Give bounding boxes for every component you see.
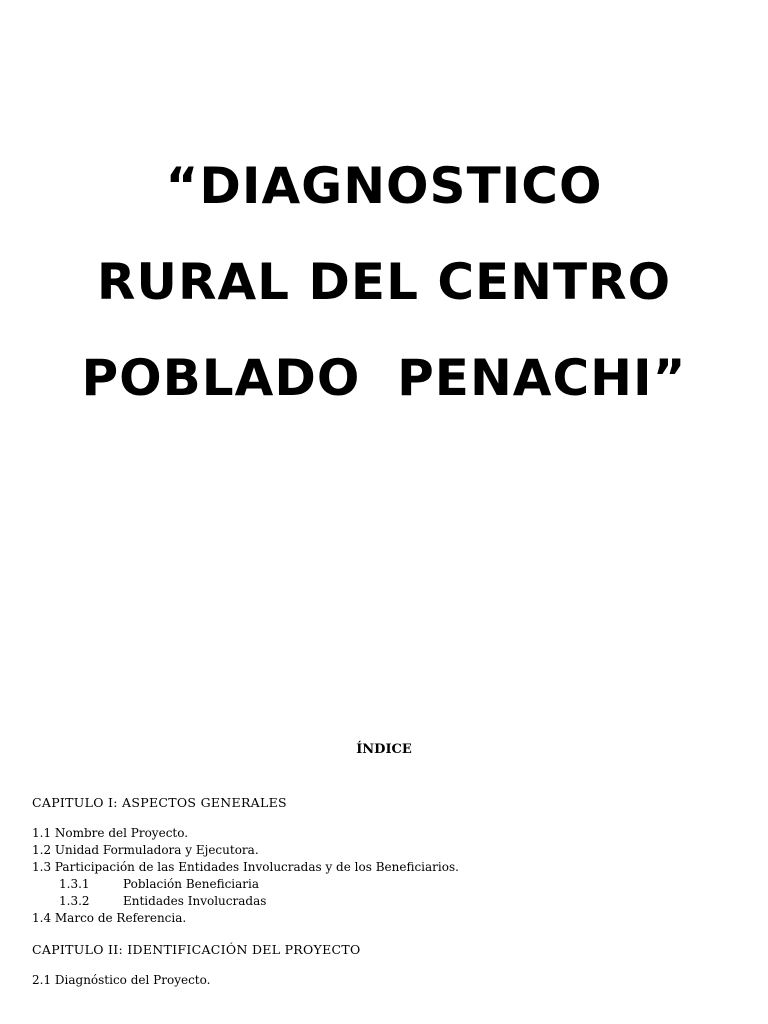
index-heading: ÍNDICE: [356, 742, 412, 757]
toc-item-1-1: 1.1 Nombre del Proyecto.: [32, 826, 189, 840]
toc-item-2-1: 2.1 Diagnóstico del Proyecto.: [32, 973, 211, 987]
toc-subitem-1-3-2: [32, 893, 732, 910]
table-of-contents: [32, 794, 732, 989]
spacer: [32, 811, 732, 825]
toc-subitem-number: 1.3.1: [59, 877, 90, 891]
title-line-2: RURAL DEL CENTRO: [96, 253, 672, 311]
spacer: [32, 927, 732, 941]
toc-subitem-label: Entidades Involucradas: [123, 894, 267, 908]
chapter-1-title: CAPITULO I: ASPECTOS GENERALES: [32, 795, 287, 810]
chapter-2-title: CAPITULO II: IDENTIFICACIÓN DEL PROYECTO: [32, 942, 361, 957]
title-line-3: POBLADO PENACHI”: [81, 349, 687, 407]
toc-subitem-label: Población Beneficiaria: [123, 877, 260, 891]
toc-item-1-4: 1.4 Marco de Referencia.: [32, 911, 187, 925]
spacer: [32, 958, 732, 972]
toc-item-1-2: 1.2 Unidad Formuladora y Ejecutora.: [32, 843, 259, 857]
toc-item-1-3: 1.3 Participación de las Entidades Involucradas y de los Beneficiarios.: [32, 860, 459, 874]
title-line-1: “DIAGNOSTICO: [165, 157, 603, 215]
document-title: [0, 138, 768, 426]
toc-subitem-number: 1.3.2: [59, 894, 90, 908]
toc-subitem-1-3-1: [32, 876, 732, 893]
